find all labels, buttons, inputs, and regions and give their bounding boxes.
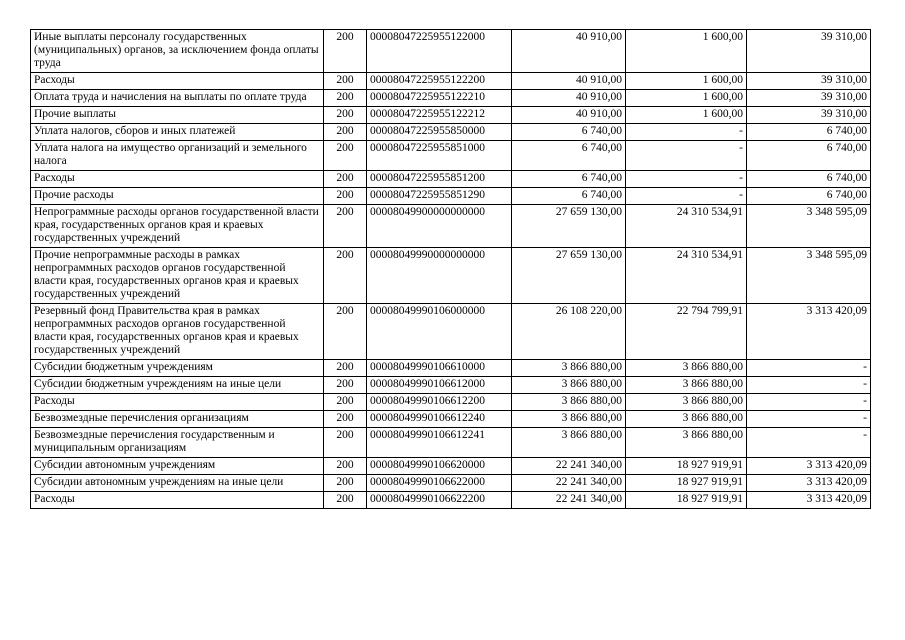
row-name-cell: Иные выплаты персоналу государственных (муниципальных) органов, за исключением фонда оплаты труда <box>31 30 324 73</box>
row-classification-code-cell: 00008047225955122212 <box>367 107 512 124</box>
row-executed-amount-cell: 3 866 880,00 <box>626 377 747 394</box>
row-remaining-amount-cell: - <box>747 411 871 428</box>
table-row <box>31 377 871 394</box>
row-name-cell: Резервный фонд Правительства края в рамках непрограммных расходов органов государственной власти края, государственных органов края и краевых государственных учреждений <box>31 304 324 360</box>
row-executed-amount-cell: - <box>626 171 747 188</box>
row-approved-amount-cell: 6 740,00 <box>512 171 626 188</box>
row-approved-amount-cell: 40 910,00 <box>512 30 626 73</box>
row-approved-amount-cell: 3 866 880,00 <box>512 428 626 458</box>
table-row <box>31 171 871 188</box>
row-classification-code-cell: 00008049990106000000 <box>367 304 512 360</box>
row-code-cell: 200 <box>324 171 367 188</box>
row-code-cell: 200 <box>324 411 367 428</box>
row-executed-amount-cell: 24 310 534,91 <box>626 205 747 248</box>
table-row <box>31 90 871 107</box>
row-executed-amount-cell: 1 600,00 <box>626 30 747 73</box>
row-classification-code-cell: 00008049990106612000 <box>367 377 512 394</box>
row-classification-code-cell: 00008049990106612240 <box>367 411 512 428</box>
row-classification-code-cell: 00008047225955851000 <box>367 141 512 171</box>
row-approved-amount-cell: 3 866 880,00 <box>512 377 626 394</box>
table-row <box>31 394 871 411</box>
row-name-cell: Расходы <box>31 492 324 509</box>
row-code-cell: 200 <box>324 304 367 360</box>
row-executed-amount-cell: 1 600,00 <box>626 107 747 124</box>
row-classification-code-cell: 00008047225955851290 <box>367 188 512 205</box>
row-name-cell: Субсидии автономным учреждениям <box>31 458 324 475</box>
row-approved-amount-cell: 22 241 340,00 <box>512 458 626 475</box>
row-classification-code-cell: 00008047225955850000 <box>367 124 512 141</box>
row-classification-code-cell: 00008049990106612200 <box>367 394 512 411</box>
row-approved-amount-cell: 22 241 340,00 <box>512 475 626 492</box>
row-name-cell: Уплата налогов, сборов и иных платежей <box>31 124 324 141</box>
row-remaining-amount-cell: 3 313 420,09 <box>747 304 871 360</box>
row-remaining-amount-cell: 6 740,00 <box>747 124 871 141</box>
row-classification-code-cell: 00008049990106622200 <box>367 492 512 509</box>
row-code-cell: 200 <box>324 248 367 304</box>
row-code-cell: 200 <box>324 188 367 205</box>
table-row <box>31 475 871 492</box>
table-row <box>31 360 871 377</box>
row-approved-amount-cell: 40 910,00 <box>512 73 626 90</box>
row-executed-amount-cell: 18 927 919,91 <box>626 475 747 492</box>
row-code-cell: 200 <box>324 428 367 458</box>
row-code-cell: 200 <box>324 73 367 90</box>
row-remaining-amount-cell: - <box>747 377 871 394</box>
row-executed-amount-cell: 18 927 919,91 <box>626 492 747 509</box>
row-executed-amount-cell: 18 927 919,91 <box>626 458 747 475</box>
row-approved-amount-cell: 27 659 130,00 <box>512 205 626 248</box>
row-executed-amount-cell: 1 600,00 <box>626 90 747 107</box>
row-classification-code-cell: 00008049990106612241 <box>367 428 512 458</box>
row-approved-amount-cell: 3 866 880,00 <box>512 411 626 428</box>
table-row <box>31 492 871 509</box>
row-remaining-amount-cell: 3 348 595,09 <box>747 205 871 248</box>
table-row <box>31 188 871 205</box>
row-approved-amount-cell: 6 740,00 <box>512 188 626 205</box>
row-executed-amount-cell: 24 310 534,91 <box>626 248 747 304</box>
table-row <box>31 141 871 171</box>
row-name-cell: Субсидии бюджетным учреждениям на иные цели <box>31 377 324 394</box>
row-classification-code-cell: 00008049990106622000 <box>367 475 512 492</box>
row-name-cell: Субсидии автономным учреждениям на иные цели <box>31 475 324 492</box>
row-remaining-amount-cell: 6 740,00 <box>747 141 871 171</box>
row-name-cell: Субсидии бюджетным учреждениям <box>31 360 324 377</box>
row-approved-amount-cell: 6 740,00 <box>512 124 626 141</box>
row-remaining-amount-cell: 6 740,00 <box>747 188 871 205</box>
row-code-cell: 200 <box>324 492 367 509</box>
table-row <box>31 248 871 304</box>
row-classification-code-cell: 00008049900000000000 <box>367 205 512 248</box>
row-classification-code-cell: 00008047225955122210 <box>367 90 512 107</box>
row-remaining-amount-cell: - <box>747 394 871 411</box>
row-approved-amount-cell: 3 866 880,00 <box>512 394 626 411</box>
row-classification-code-cell: 00008047225955851200 <box>367 171 512 188</box>
row-executed-amount-cell: 1 600,00 <box>626 73 747 90</box>
row-code-cell: 200 <box>324 30 367 73</box>
row-remaining-amount-cell: 39 310,00 <box>747 30 871 73</box>
row-executed-amount-cell: 3 866 880,00 <box>626 428 747 458</box>
budget-table-body <box>31 30 871 509</box>
row-remaining-amount-cell: 6 740,00 <box>747 171 871 188</box>
row-remaining-amount-cell: 39 310,00 <box>747 73 871 90</box>
row-approved-amount-cell: 22 241 340,00 <box>512 492 626 509</box>
table-row <box>31 124 871 141</box>
row-remaining-amount-cell: 39 310,00 <box>747 90 871 107</box>
row-code-cell: 200 <box>324 205 367 248</box>
row-name-cell: Прочие выплаты <box>31 107 324 124</box>
row-code-cell: 200 <box>324 458 367 475</box>
row-code-cell: 200 <box>324 377 367 394</box>
row-remaining-amount-cell: 3 313 420,09 <box>747 475 871 492</box>
row-remaining-amount-cell: 3 313 420,09 <box>747 492 871 509</box>
row-approved-amount-cell: 40 910,00 <box>512 90 626 107</box>
table-row <box>31 304 871 360</box>
row-classification-code-cell: 00008049990106620000 <box>367 458 512 475</box>
row-name-cell: Уплата налога на имущество организаций и земельного налога <box>31 141 324 171</box>
row-approved-amount-cell: 6 740,00 <box>512 141 626 171</box>
row-name-cell: Прочие непрограммные расходы в рамках непрограммных расходов органов государственной власти края, государственных органов края и краевых государственных учреждений <box>31 248 324 304</box>
table-row <box>31 107 871 124</box>
row-classification-code-cell: 00008049990000000000 <box>367 248 512 304</box>
row-code-cell: 200 <box>324 394 367 411</box>
row-executed-amount-cell: 22 794 799,91 <box>626 304 747 360</box>
row-remaining-amount-cell: - <box>747 428 871 458</box>
row-code-cell: 200 <box>324 90 367 107</box>
row-code-cell: 200 <box>324 360 367 377</box>
row-approved-amount-cell: 26 108 220,00 <box>512 304 626 360</box>
table-row <box>31 411 871 428</box>
row-approved-amount-cell: 27 659 130,00 <box>512 248 626 304</box>
row-remaining-amount-cell: - <box>747 360 871 377</box>
row-remaining-amount-cell: 3 348 595,09 <box>747 248 871 304</box>
row-executed-amount-cell: - <box>626 188 747 205</box>
row-executed-amount-cell: 3 866 880,00 <box>626 394 747 411</box>
row-classification-code-cell: 00008049990106610000 <box>367 360 512 377</box>
row-name-cell: Безвозмездные перечисления государственным и муниципальным организациям <box>31 428 324 458</box>
table-row <box>31 205 871 248</box>
table-row <box>31 428 871 458</box>
row-name-cell: Непрограммные расходы органов государственной власти края, государственных органов края и краевых государственных учреждений <box>31 205 324 248</box>
table-row <box>31 73 871 90</box>
row-name-cell: Расходы <box>31 171 324 188</box>
row-executed-amount-cell: 3 866 880,00 <box>626 360 747 377</box>
row-approved-amount-cell: 40 910,00 <box>512 107 626 124</box>
row-remaining-amount-cell: 3 313 420,09 <box>747 458 871 475</box>
table-row <box>31 30 871 73</box>
row-name-cell: Безвозмездные перечисления организациям <box>31 411 324 428</box>
row-classification-code-cell: 00008047225955122200 <box>367 73 512 90</box>
row-executed-amount-cell: 3 866 880,00 <box>626 411 747 428</box>
budget-table <box>30 29 871 509</box>
row-code-cell: 200 <box>324 141 367 171</box>
row-name-cell: Расходы <box>31 73 324 90</box>
row-executed-amount-cell: - <box>626 141 747 171</box>
row-approved-amount-cell: 3 866 880,00 <box>512 360 626 377</box>
row-executed-amount-cell: - <box>626 124 747 141</box>
row-code-cell: 200 <box>324 124 367 141</box>
row-name-cell: Оплата труда и начисления на выплаты по оплате труда <box>31 90 324 107</box>
table-row <box>31 458 871 475</box>
row-remaining-amount-cell: 39 310,00 <box>747 107 871 124</box>
row-name-cell: Прочие расходы <box>31 188 324 205</box>
row-name-cell: Расходы <box>31 394 324 411</box>
row-code-cell: 200 <box>324 107 367 124</box>
row-code-cell: 200 <box>324 475 367 492</box>
row-classification-code-cell: 00008047225955122000 <box>367 30 512 73</box>
